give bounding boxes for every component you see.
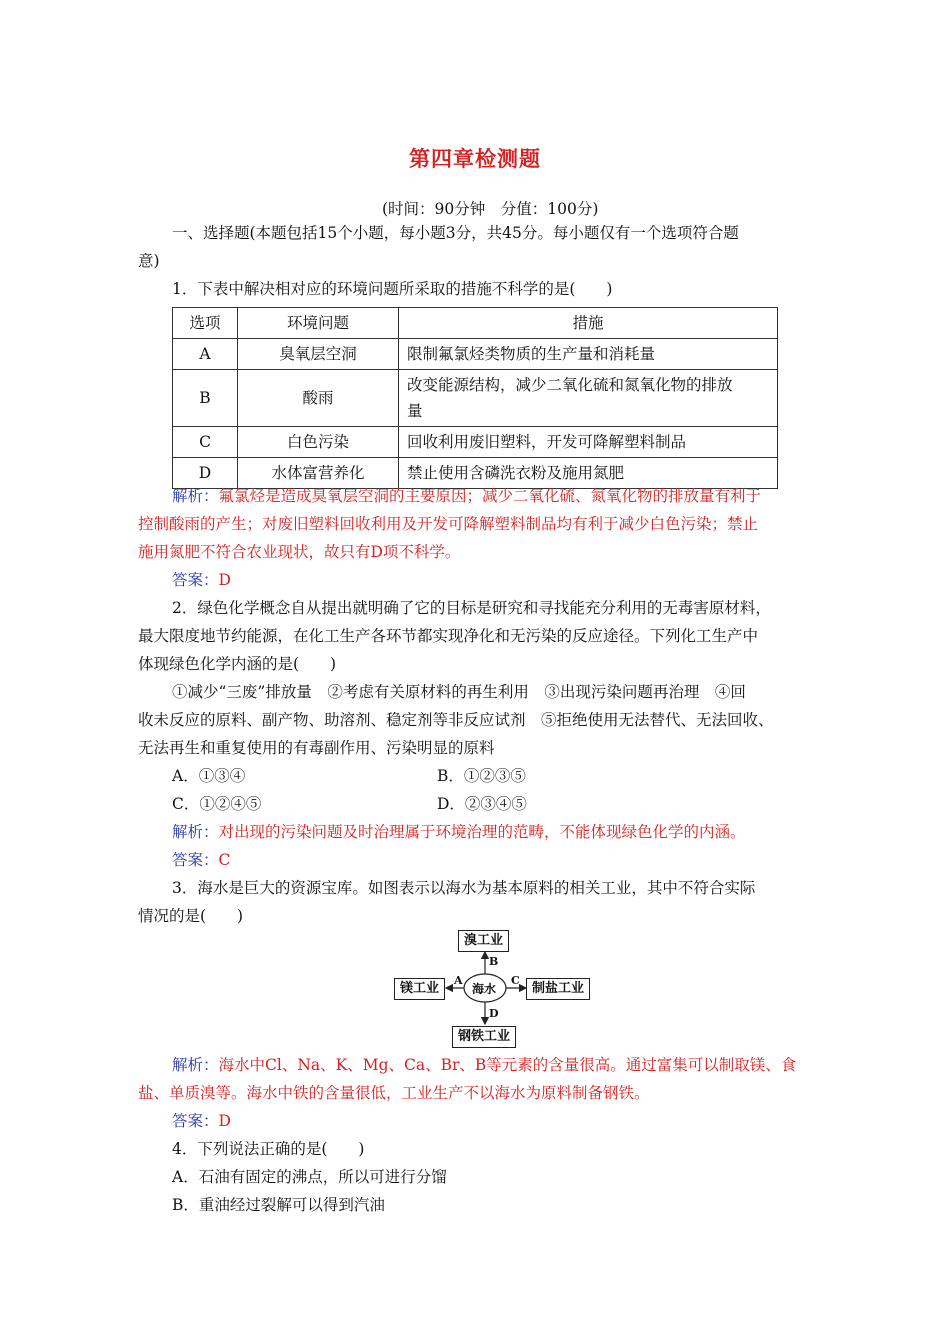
analysis-label: 解析：: [172, 823, 219, 841]
node-bromine-industry: 溴工业: [458, 930, 509, 952]
measure-text: 改变能源结构，减少二氧化硫和氮氧化物的排放: [407, 376, 733, 394]
answer-label: 答案：: [172, 1112, 219, 1130]
q1-stem: 1．下表中解决相对应的环境问题所采取的措施不科学的是( ): [172, 280, 613, 298]
q3-stem-line2: 情况的是( ): [138, 907, 244, 925]
table-cell-problem: 水体富营养化: [238, 458, 399, 489]
q2-option-b: B．①②③⑤: [437, 767, 526, 785]
analysis-text: 氟氯烃是造成臭氧层空洞的主要原因；减少二氧化硫、氮氧化物的排放量有利于: [218, 487, 762, 505]
table-cell-problem: 白色污染: [238, 427, 399, 458]
table-cell-measure: [399, 370, 778, 427]
analysis-label: 解析：: [172, 1056, 219, 1074]
exam-meta: (时间：90分钟 分值：100分): [382, 200, 599, 218]
node-magnesium-industry: 镁工业: [394, 978, 445, 1000]
measure-text: 禁止使用含磷洗衣粉及施用氮肥: [407, 464, 625, 482]
answer-value: C: [218, 851, 231, 869]
table-cell-measure: [399, 339, 778, 370]
measure-text: 限制氟氯烃类物质的生产量和消耗量: [407, 345, 656, 363]
q2-analysis: [172, 821, 746, 843]
q1-answer: [172, 569, 231, 591]
table-cell-measure: [399, 427, 778, 458]
node-steel-industry: 钢铁工业: [452, 1026, 516, 1048]
table-cell-measure: [399, 458, 778, 489]
table-row: [173, 339, 778, 370]
analysis-label: 解析：: [172, 487, 219, 505]
label-b: B: [489, 955, 499, 968]
page-title: 第四章检测题: [409, 146, 541, 171]
q2-stem-line3: 体现绿色化学内涵的是( ): [138, 655, 337, 673]
q1-table: [172, 307, 778, 489]
q2-answer: [172, 849, 230, 871]
q2-items-line2: 收未反应的原料、副产物、助溶剂、稳定剂等非反应试剂 ⑤拒绝使用无法替代、无法回收、: [138, 711, 774, 729]
q2-option-a: A．①③④: [172, 767, 246, 785]
node-salt-industry: 制盐工业: [526, 978, 590, 1000]
seawater-industry-diagram: [390, 928, 590, 1050]
label-c: C: [511, 974, 520, 987]
section-heading-line2: 意): [138, 252, 160, 270]
q2-option-d: D．②③④⑤: [437, 795, 527, 813]
q3-stem-line1: 3．海水是巨大的资源宝库。如图表示以海水为基本原料的相关工业，其中不符合实际: [172, 879, 756, 897]
table-cell-problem: 酸雨: [238, 370, 399, 427]
table-row: [173, 458, 778, 489]
q2-items-line3: 无法再生和重复使用的有毒副作用、污染明显的原料: [138, 739, 495, 757]
q2-stem-line1: 2．绿色化学概念自从提出就明确了它的目标是研究和寻找能充分利用的无毒害原材料，: [172, 599, 771, 617]
q4-option-a: A．石油有固定的沸点，所以可进行分馏: [172, 1168, 447, 1186]
table-cell-option: A: [173, 339, 238, 370]
answer-value: D: [218, 1112, 231, 1130]
analysis-text: 对出现的污染问题及时治理属于环境治理的范畴，不能体现绿色化学的内涵。: [218, 823, 746, 841]
table-cell-option: B: [173, 370, 238, 427]
q1-analysis-line2: 控制酸雨的产生；对废旧塑料回收利用及开发可降解塑料制品均有利于减少白色污染；禁止: [138, 515, 759, 533]
node-seawater: 海水: [472, 982, 497, 996]
q4-option-b: B．重油经过裂解可以得到汽油: [172, 1196, 385, 1214]
section-heading-line1: 一、选择题(本题包括15个小题，每小题3分，共45分。每小题仅有一个选项符合题: [172, 224, 739, 242]
table-cell-option: D: [173, 458, 238, 489]
q1-analysis-line3: 施用氮肥不符合农业现状，故只有D项不科学。: [138, 543, 461, 561]
table-header-cell: 选项: [173, 308, 238, 339]
q2-option-c: C．①②④⑤: [172, 795, 262, 813]
table-row: [173, 370, 778, 427]
q2-items-line1: ①减少“三废”排放量 ②考虑有关原材料的再生利用 ③出现污染问题再治理 ④回: [172, 683, 746, 701]
q1-analysis-line1: [172, 485, 761, 507]
table-header-cell: 环境问题: [238, 308, 399, 339]
label-d: D: [489, 1007, 499, 1020]
q3-answer: [172, 1110, 231, 1132]
q3-analysis-line1: [172, 1054, 796, 1076]
q2-stem-line2: 最大限度地节约能源，在化工生产各环节都实现净化和无污染的反应途径。下列化工生产中: [138, 627, 759, 645]
answer-label: 答案：: [172, 571, 219, 589]
table-header-cell: 措施: [399, 308, 778, 339]
analysis-text: 海水中Cl、Na、K、Mg、Ca、Br、B等元素的含量很高。通过富集可以制取镁、食: [218, 1056, 797, 1074]
table-cell-problem: 臭氧层空洞: [238, 339, 399, 370]
table-row: [173, 427, 778, 458]
measure-text-cont: 量: [407, 402, 423, 420]
table-cell-option: C: [173, 427, 238, 458]
table-header-row: [173, 308, 778, 339]
answer-label: 答案：: [172, 851, 219, 869]
q3-analysis-line2: 盐、单质溴等。海水中铁的含量很低，工业生产不以海水为原料制备钢铁。: [138, 1084, 650, 1102]
answer-value: D: [218, 571, 231, 589]
measure-text: 回收利用废旧塑料，开发可降解塑料制品: [407, 433, 687, 451]
label-a: A: [454, 974, 463, 987]
q4-stem: 4．下列说法正确的是( ): [172, 1140, 365, 1158]
